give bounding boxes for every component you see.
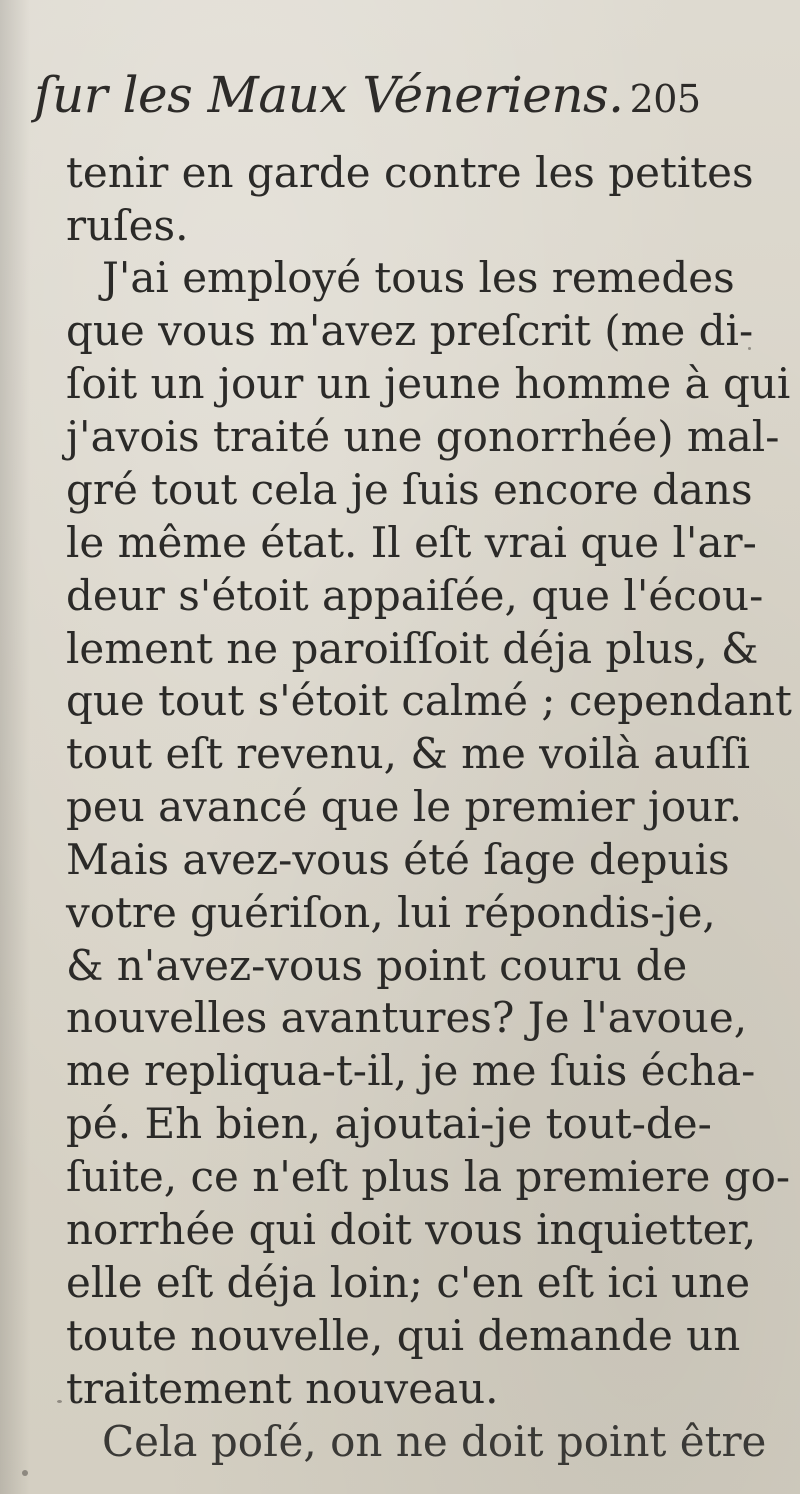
text-line: pé. Eh bien, ajoutai-je tout-de- xyxy=(66,1099,712,1148)
text-line: nouvelles avantures? Je l'avoue, xyxy=(66,993,748,1042)
text-line: elle eſt déja loin; c'en eſt ici une xyxy=(66,1258,751,1307)
running-header xyxy=(34,66,701,124)
page-number: 205 xyxy=(629,77,701,121)
text-line: toute nouvelle, qui demande un xyxy=(66,1311,741,1360)
text-line: Mais avez-vous été ſage depuis xyxy=(66,835,730,884)
text-line: tout eſt revenu, & me voilà auſſi xyxy=(66,729,751,778)
text-line: tenir en garde contre les petites xyxy=(66,148,754,197)
text-line: ruſes. xyxy=(66,201,189,250)
text-line: ſoit un jour un jeune homme à qui xyxy=(66,359,791,408)
text-line: que tout s'étoit calmé ; cependant xyxy=(66,676,792,725)
text-line: Cela poſé, on ne doit point être xyxy=(102,1417,767,1466)
paper-speck xyxy=(22,1470,28,1476)
text-line: que vous m'avez preſcrit (me di- xyxy=(66,306,754,355)
running-title: ſur les Maux Véneriens. xyxy=(34,66,624,124)
text-line: j'avois traité une gonorrhée) mal- xyxy=(66,412,780,461)
text-line: ſuite, ce n'eſt plus la premiere go- xyxy=(66,1152,791,1201)
text-line: me repliqua-t-il, je me ſuis écha- xyxy=(66,1046,756,1095)
text-line: le même état. Il eſt vrai que l'ar- xyxy=(66,518,757,567)
page-gutter-shadow xyxy=(0,0,30,1494)
text-line: peu avancé que le premier jour. xyxy=(66,782,743,831)
text-line: deur s'étoit appaiſée, que l'écou- xyxy=(66,571,764,620)
paper-speck xyxy=(748,347,751,350)
paper-speck xyxy=(57,1400,62,1403)
text-line: & n'avez-vous point couru de xyxy=(66,941,688,990)
text-line: norrhée qui doit vous inquietter, xyxy=(66,1205,757,1254)
text-line: lement ne paroiſſoit déja plus, & xyxy=(66,624,759,673)
text-line: votre guériſon, lui répondis-je, xyxy=(66,888,716,937)
text-line: gré tout cela je ſuis encore dans xyxy=(66,465,753,514)
text-line: J'ai employé tous les remedes xyxy=(102,253,735,302)
text-line: traitement nouveau. xyxy=(66,1364,499,1413)
